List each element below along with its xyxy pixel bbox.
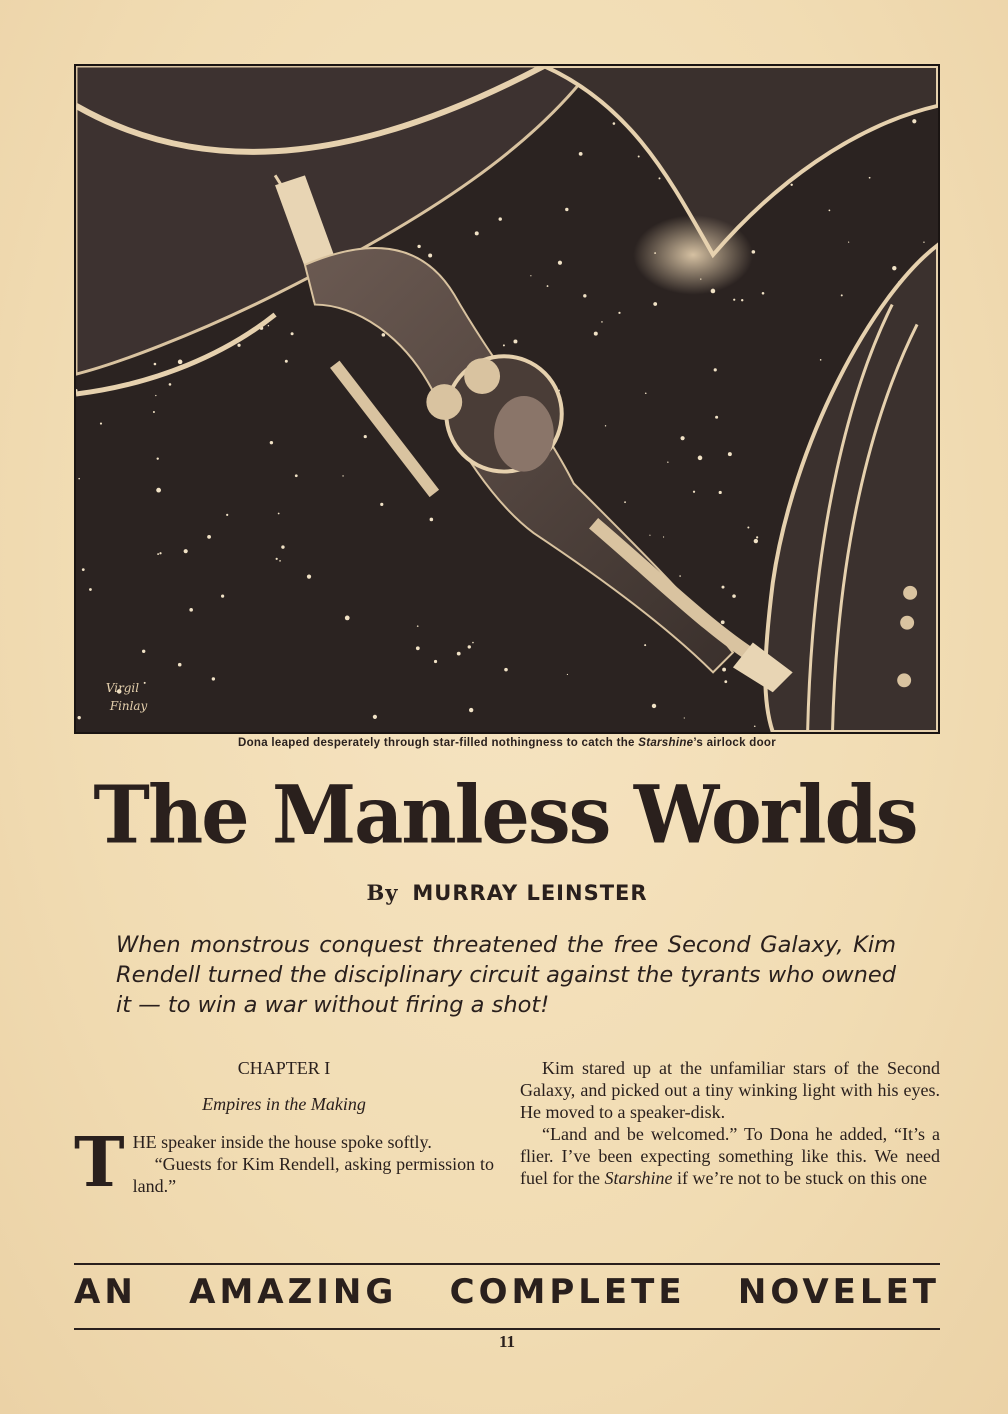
star bbox=[618, 312, 620, 314]
star bbox=[693, 491, 695, 493]
right-paragraph-1: Kim stared up at the unfamiliar stars of the Second Galaxy, and picked out a tiny winking light with his eyes. He moved to a speaker-disk. bbox=[520, 1058, 940, 1122]
star bbox=[157, 553, 159, 555]
star bbox=[579, 152, 583, 156]
star bbox=[638, 156, 640, 158]
helmet-lamp-2 bbox=[464, 358, 500, 394]
story-title: The Manless Worlds bbox=[93, 767, 917, 862]
star bbox=[156, 488, 161, 493]
novelet-banner bbox=[74, 1272, 940, 1312]
author-name: MURRAY LEINSTER bbox=[412, 881, 648, 905]
star bbox=[724, 680, 727, 683]
door-rivet-3 bbox=[897, 673, 911, 687]
star bbox=[503, 344, 505, 346]
right-paragraph-2-end: if we’re not to be stuck on this one bbox=[672, 1168, 927, 1188]
star bbox=[829, 209, 831, 211]
star bbox=[100, 422, 102, 424]
star bbox=[77, 716, 80, 719]
star bbox=[698, 456, 703, 461]
star bbox=[663, 536, 664, 537]
artist-signature-2: Finlay bbox=[109, 699, 148, 714]
star bbox=[155, 395, 156, 396]
star bbox=[380, 503, 383, 506]
star bbox=[178, 663, 182, 667]
star bbox=[721, 620, 725, 624]
star bbox=[747, 527, 749, 529]
star bbox=[373, 715, 377, 719]
star bbox=[848, 242, 849, 243]
star bbox=[279, 560, 281, 562]
left-paragraph-1: HE speaker inside the house spoke softly. bbox=[132, 1132, 432, 1152]
star bbox=[207, 535, 211, 539]
banner-word-1: AN bbox=[74, 1272, 137, 1312]
space-illustration bbox=[74, 64, 940, 734]
left-column bbox=[74, 1057, 494, 1203]
star bbox=[649, 535, 650, 536]
star bbox=[212, 677, 215, 680]
star bbox=[221, 595, 224, 598]
star bbox=[291, 332, 294, 335]
star bbox=[189, 608, 193, 612]
star bbox=[565, 208, 568, 211]
right-paragraph-2 bbox=[520, 1123, 940, 1189]
star bbox=[892, 266, 896, 270]
star bbox=[679, 575, 681, 577]
star bbox=[276, 558, 278, 560]
star bbox=[345, 615, 350, 620]
star bbox=[513, 339, 517, 343]
star bbox=[504, 668, 508, 672]
caption-text-end: ’s airlock door bbox=[693, 737, 777, 749]
star bbox=[762, 292, 765, 295]
illustration-caption bbox=[74, 737, 940, 749]
star bbox=[530, 275, 531, 276]
page-number: 11 bbox=[498, 1332, 516, 1351]
star bbox=[434, 660, 437, 663]
star bbox=[416, 646, 420, 650]
star bbox=[469, 708, 473, 712]
star bbox=[728, 452, 732, 456]
star bbox=[652, 704, 656, 708]
story-blurb: When monstrous conquest threatened the free Second Galaxy, Kim Rendell turned the disciplinary circuit against the tyrants who owned it — to win a war without firing a shot! bbox=[116, 932, 896, 1018]
star bbox=[719, 491, 722, 494]
star bbox=[558, 261, 562, 265]
star bbox=[644, 644, 646, 646]
door-rivet-1 bbox=[903, 586, 917, 600]
star bbox=[184, 549, 188, 553]
star bbox=[342, 475, 343, 476]
star bbox=[499, 217, 502, 220]
star bbox=[153, 411, 155, 413]
chapter-heading: CHAPTER I bbox=[237, 1058, 331, 1078]
star bbox=[658, 177, 660, 179]
byline bbox=[74, 880, 940, 905]
star bbox=[790, 184, 792, 186]
star bbox=[912, 119, 916, 123]
right-column bbox=[520, 1057, 940, 1189]
star bbox=[457, 652, 461, 656]
star bbox=[468, 645, 471, 648]
star bbox=[820, 359, 822, 361]
illustration-art bbox=[76, 66, 938, 732]
star bbox=[78, 478, 80, 480]
star bbox=[82, 568, 85, 571]
star bbox=[157, 457, 159, 459]
star bbox=[645, 392, 647, 394]
star bbox=[178, 360, 183, 365]
star bbox=[754, 725, 756, 727]
artist-signature-1: Virgil bbox=[105, 681, 140, 696]
star bbox=[567, 674, 568, 675]
caption-ship-name: Starshine bbox=[638, 737, 694, 749]
star bbox=[417, 245, 420, 248]
star bbox=[667, 462, 668, 463]
star bbox=[154, 363, 157, 366]
star bbox=[428, 253, 432, 257]
star bbox=[382, 333, 386, 337]
star bbox=[285, 360, 288, 363]
door-rivet-2 bbox=[900, 616, 914, 630]
star bbox=[923, 242, 924, 243]
byline-prefix: By bbox=[366, 880, 399, 905]
star bbox=[472, 642, 474, 644]
star bbox=[680, 436, 684, 440]
star bbox=[159, 552, 161, 554]
star bbox=[417, 625, 419, 627]
star bbox=[144, 682, 146, 684]
star bbox=[613, 122, 616, 125]
star bbox=[430, 518, 434, 522]
star bbox=[364, 435, 367, 438]
right-paragraph-2-ship: Starshine bbox=[604, 1168, 673, 1188]
left-paragraph-2: “Guests for Kim Rendell, asking permission to land.” bbox=[132, 1154, 494, 1196]
star bbox=[226, 514, 228, 516]
star bbox=[169, 383, 172, 386]
star bbox=[733, 299, 735, 301]
star bbox=[278, 513, 280, 515]
star bbox=[295, 474, 298, 477]
star bbox=[732, 594, 736, 598]
star bbox=[605, 425, 606, 426]
star bbox=[475, 231, 479, 235]
star bbox=[869, 177, 871, 179]
star bbox=[547, 285, 549, 287]
star bbox=[841, 294, 843, 296]
star bbox=[722, 586, 725, 589]
caption-text-start: Dona leaped desperately through star-filled nothingness to catch the bbox=[237, 737, 639, 749]
figure-face bbox=[494, 396, 554, 472]
star bbox=[270, 441, 273, 444]
star bbox=[583, 294, 586, 297]
banner-rule-top bbox=[74, 1263, 940, 1265]
banner-word-3: COMPLETE bbox=[449, 1272, 686, 1312]
star bbox=[714, 368, 717, 371]
star bbox=[624, 501, 626, 503]
star bbox=[715, 416, 718, 419]
star bbox=[594, 332, 598, 336]
star bbox=[601, 321, 603, 323]
star bbox=[307, 575, 311, 579]
helmet-lamp-1 bbox=[426, 384, 462, 420]
drop-cap: T bbox=[74, 1123, 125, 1203]
star bbox=[722, 668, 726, 672]
banner-word-2: AMAZING bbox=[189, 1272, 398, 1312]
star bbox=[142, 650, 145, 653]
star bbox=[268, 325, 269, 326]
chapter-title: Empires in the Making bbox=[202, 1094, 366, 1114]
right-paragraph-2-start: “Land and be welcomed.” To Dona he added, “It’s a flier. I’ve been expecting something like this. We need fuel for the bbox=[520, 1124, 940, 1188]
star bbox=[89, 588, 92, 591]
star bbox=[754, 539, 758, 543]
star bbox=[237, 344, 240, 347]
banner-rule-bottom bbox=[74, 1328, 940, 1330]
star bbox=[653, 302, 657, 306]
star bbox=[684, 717, 685, 718]
star bbox=[281, 545, 284, 548]
engine-glow bbox=[633, 215, 752, 295]
star bbox=[741, 299, 743, 301]
banner-word-4: NOVELET bbox=[737, 1272, 940, 1312]
star bbox=[756, 536, 758, 538]
